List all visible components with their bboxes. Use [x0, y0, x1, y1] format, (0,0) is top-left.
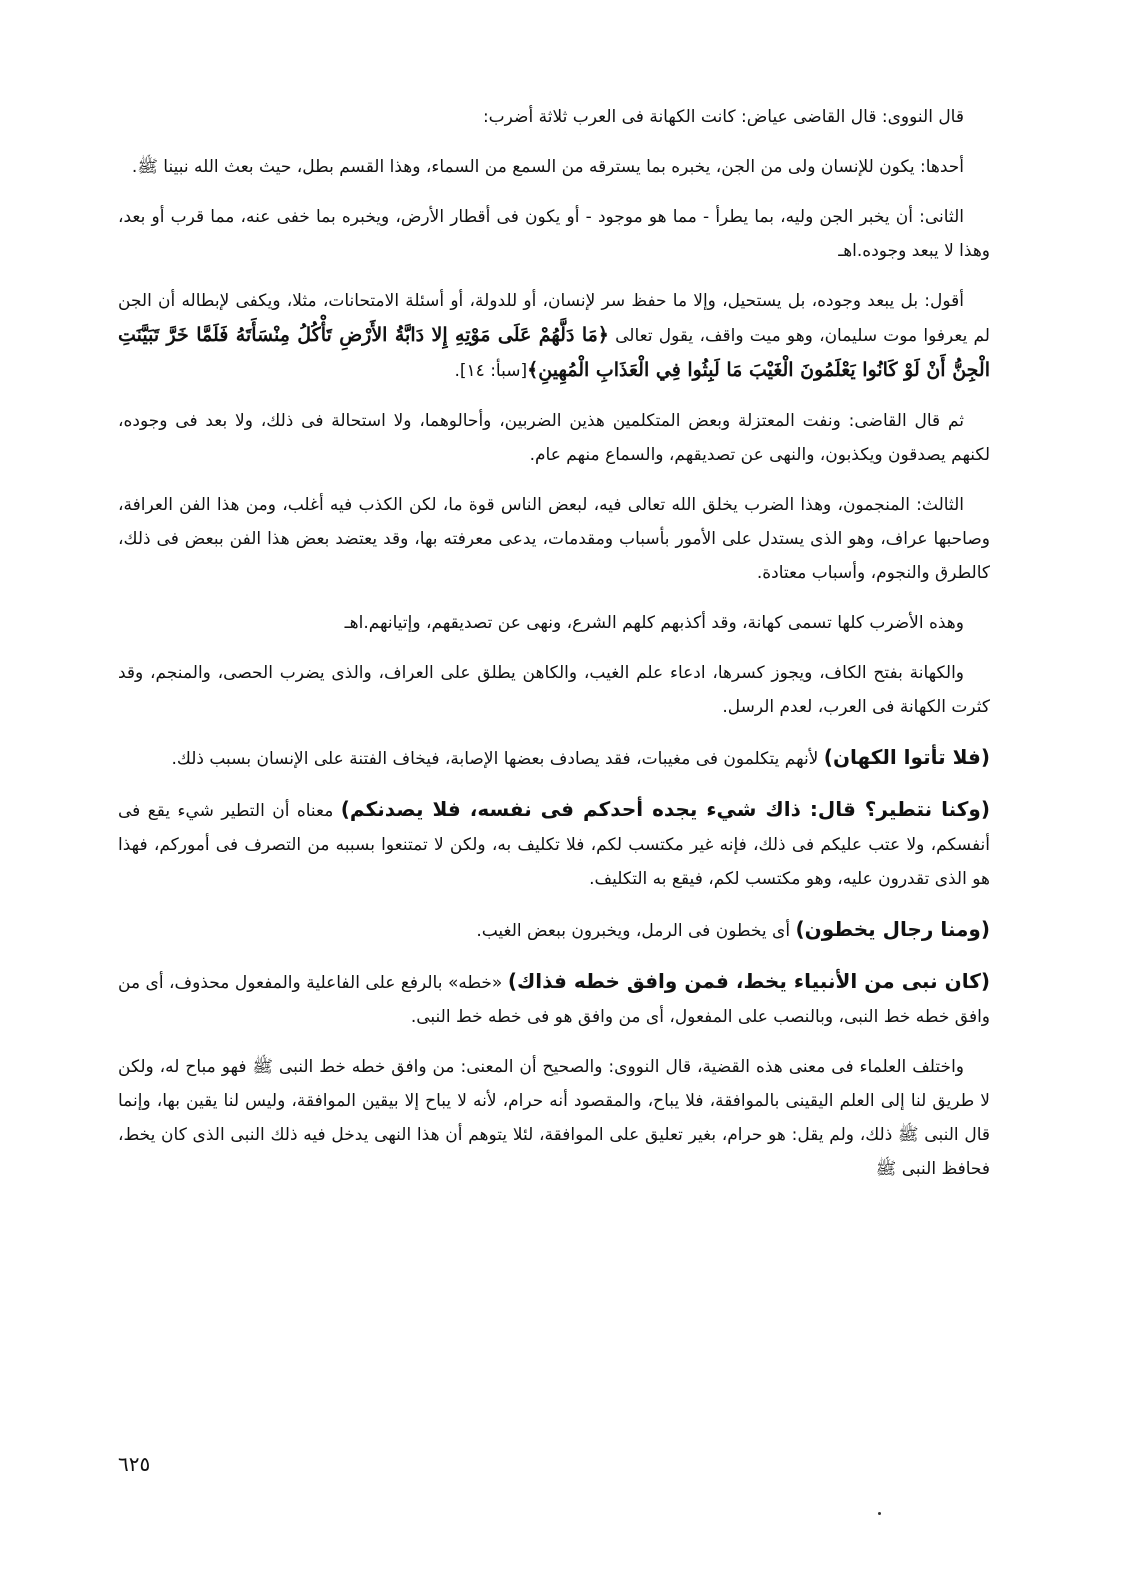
- hadith-heading-1: (فلا تأتوا الكهان): [823, 745, 990, 769]
- paragraph-12-text: «خطه» بالرفع على الفاعلية والمفعول محذوف، أى من وافق خطه خط النبى، وبالنصب على المفعول، أى من وافق هو فى خطه خط النبى.: [118, 973, 990, 1027]
- paragraph-8: والكهانة بفتح الكاف، ويجوز كسرها، ادعاء علم الغيب، والكاهن يطلق على العراف، والذى يضرب الحصى، والمنجم، وقد كثرت الكهانة فى العرب، لعدم الرسل.: [118, 663, 990, 717]
- paragraph-10: [118, 792, 990, 896]
- paragraph-9: [118, 740, 990, 776]
- hadith-heading-2: (وكنا نتطير؟ قال: ذاك شيء يجده أحدكم فى نفسه، فلا يصدنكم): [340, 797, 990, 821]
- page-body: [118, 100, 990, 1202]
- paragraph-3: الثانى: أن يخبر الجن وليه، بما يطرأ - مما هو موجود - أو يكون فى أقطار الأرض، ويخبره بما خفى عنه، مما قرب أو بعد، وهذا لا يبعد وجوده.اهـ: [118, 207, 990, 261]
- paragraph-11-text: أى يخطون فى الرمل، ويخبرون ببعض الغيب.: [476, 921, 796, 941]
- hadith-heading-3: (ومنا رجال يخطون): [795, 917, 990, 941]
- paragraph-5: ثم قال القاضى: ونفت المعتزلة وبعض المتكلمين هذين الضربين، وأحالوهما، ولا استحالة فى ذلك، ولا بعد فى وجوده، لكنهم يصدقون ويكذبون، والنهى عن تصديقهم، والسماع منهم عام.: [118, 411, 990, 465]
- paragraph-4-intro: أقول: بل يبعد وجوده، بل يستحيل، وإلا ما حفظ سر لإنسان، أو للدولة، أو أسئلة الامتحانات، مثلا، ويكفى لإبطاله أن الجن لم يعرفوا موت سليمان، وهو ميت واقف، يقول تعالى: [118, 291, 990, 346]
- scan-speck: [878, 1512, 881, 1515]
- paragraph-13: واختلف العلماء فى معنى هذه القضية، قال النووى: والصحيح أن المعنى: من وافق خطه خط النبى ﷺ فهو مباح له، ولكن لا طريق لنا إلى العلم اليقينى بالموافقة، فلا يباح، والمقصود أنه حرام، لأنه لا يباح إلا بيقين الموافقة، وليس لنا يقين بها، وإنما قال النبى ﷺ ذلك، ولم يقل: هو حرام، بغير تعليق على الموافقة، لئلا يتوهم أن هذا النهى يدخل فيه ذلك النبى الذى كان يخط، فحافظ النبى ﷺ: [118, 1057, 990, 1179]
- paragraph-7: وهذه الأضرب كلها تسمى كهانة، وقد أكذبهم كلهم الشرع، ونهى عن تصديقهم، وإتيانهم.اهـ: [344, 613, 964, 633]
- paragraph-6: الثالث: المنجمون، وهذا الضرب يخلق الله تعالى فيه، لبعض الناس قوة ما، لكن الكذب فيه أغلب، ومن هذا الفن العرافة، وصاحبها عراف، وهو الذى يستدل على الأمور بأسباب ومقدمات، يدعى معرفته بها، وقد يعتضد بعض هذا الفن ببعض فى ذلك، كالطرق والنجوم، وأسباب معتادة.: [118, 495, 990, 583]
- quran-verse: ﴿مَا دَلَّهُمْ عَلَى مَوْتِهِ إِلا دَابَّةُ الأَرْضِ تَأْكُلُ مِنْسَأَتَهُ فَلَمَّا خَرَّ تَبَيَّنَتِ الْجِنُّ أَنْ لَوْ كَانُوا يَعْلَمُونَ الْغَيْبَ مَا لَبِثُوا فِي الْعَذَابِ الْمُهِينِ﴾: [118, 324, 990, 381]
- paragraph-10-text: معناه أن التطير شيء يقع فى أنفسكم، ولا عتب عليكم فى ذلك، فإنه غير مكتسب لكم، فلا تكليف به، ولكن لا تمتنعوا بسببه من التصرف فى أموركم، فهذا هو الذى تقدرون عليه، وهو مكتسب لكم، فيقع به التكليف.: [118, 801, 990, 889]
- paragraph-11: [118, 912, 990, 948]
- paragraph-2: أحدها: يكون للإنسان ولى من الجن، يخبره بما يسترقه من السمع من السماء، وهذا القسم بطل، حيث بعث الله نبينا ﷺ.: [131, 157, 964, 177]
- paragraph-12: [118, 964, 990, 1034]
- hadith-heading-4: (كان نبى من الأنبياء يخط، فمن وافق خطه فذاك): [507, 969, 990, 993]
- paragraph-4: [118, 284, 990, 388]
- page-number: ٦٢٥: [118, 1452, 151, 1476]
- quran-reference: [سبأ: ١٤].: [454, 361, 528, 381]
- paragraph-1: قال النووى: قال القاضى عياض: كانت الكهانة فى العرب ثلاثة أضرب:: [482, 107, 964, 127]
- paragraph-9-text: لأنهم يتكلمون فى مغيبات، فقد يصادف بعضها الإصابة، فيخاف الفتنة على الإنسان بسبب ذلك.: [171, 749, 824, 769]
